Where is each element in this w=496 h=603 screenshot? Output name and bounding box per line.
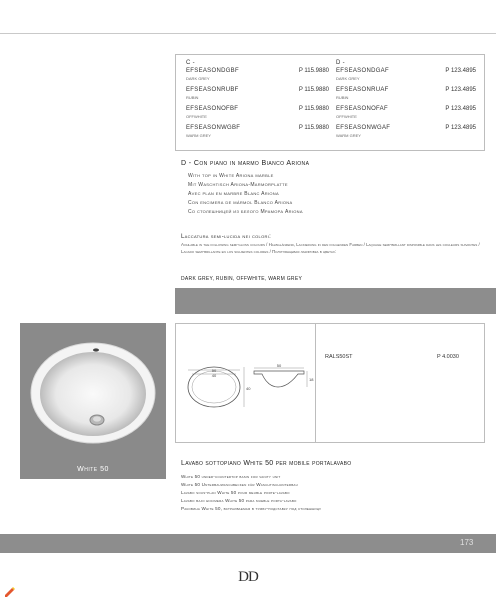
option-d-line: Mit Waschtisch Ariona-Marmorplatte [188,182,288,188]
product-code: EFSEASONDGAF [336,68,389,74]
column-heading: C - [186,60,195,66]
product-code: EFSEASONOFAF [336,106,388,112]
table-row [336,66,476,85]
lavabo-title: Lavabo sottopiano White 50 per mobile portalavabo [181,460,352,467]
product-price: P 115.9880 [298,125,329,131]
code-column-d [336,60,476,142]
dim-depth: 40 [246,386,251,391]
color-list: DARK GREY, RUBIN, OFFWHITE, WARM GREY [181,276,303,282]
product-color: OFFWHITE [186,114,207,119]
dim-side-width: 50 [276,363,282,368]
lavabo-line: Lavabo bajo encimera White 50 para mueble porta-lavabo [181,498,297,503]
article-price: P 4.0030 [437,354,459,360]
page-number: 173 [460,538,474,547]
product-code: EFSEASONOFBF [186,106,239,112]
product-code: EFSEASONRUBF [186,87,239,93]
product-price: P 115.9880 [298,68,329,74]
price-box [316,323,485,443]
dim-width-inner: 40 [211,373,217,378]
lavabo-line: White 50 under-countertop basin for vanity unit [181,474,281,479]
product-color: WARM GREY [336,133,361,138]
table-row [336,104,476,123]
dim-width-outer: 50 [211,368,217,373]
option-d-line: Avec plan en marbre Blanc Ariona [188,191,279,197]
product-code-table [175,54,485,151]
product-code: EFSEASONRUAF [336,87,389,93]
footer-band [0,534,496,553]
product-price: P 123.4895 [445,87,476,93]
top-rule [0,33,496,34]
photo-caption: White 50 [77,466,109,473]
basin-technical-drawing [176,324,315,442]
table-row [336,123,476,142]
lacquer-text: Available in the following semi-gloss colours / Halbglänzend, Lackierung in den folgenden Farben / Laquage semi-brillant disponible dans les couleurs suivantes / Lacado semi-brillante en los siguientes colores / Полуглянцевая лакировка в цветах: [181,242,480,254]
column-heading: D - [336,60,345,66]
product-color: DARK GREY [186,76,210,81]
table-row [186,66,331,85]
pencil-icon[interactable] [4,585,16,597]
product-color: WARM GREY [186,133,211,138]
option-d-line: Со столешницей из белого Мрамора Ariona [188,209,303,215]
table-row [186,104,331,123]
product-code: EFSEASONDGBF [186,68,239,74]
article-code: RALS50ST [325,354,353,360]
product-color: RUBIN [186,95,199,100]
divider-band [175,288,496,314]
lavabo-line: Раковина White 50, встраиваемая в тумбу-подставку под столешницу [181,506,322,511]
product-color: RUBIN [336,95,349,100]
product-price: P 115.9880 [298,87,329,93]
technical-drawing-box [175,323,316,443]
option-d-title: D - Con piano in marmo Bianco Ariona [181,160,310,167]
lavabo-line: White 50 Unterbauwaschbecken für Waschtischunterbau [181,482,298,487]
product-code: EFSEASONWGAF [336,125,391,131]
dim-height: 18 [309,377,314,382]
product-price: P 115.9880 [298,106,329,112]
product-code: EFSEASONWGBF [186,125,241,131]
brand-logo-mark [230,565,266,587]
option-d-line: Con encimera de mármol Blanco Ariona [188,200,293,206]
brand-logo-text: DD [238,569,258,585]
lacquer-title: Laccatura semi-lucida nei colori: [181,234,272,240]
product-price: P 123.4895 [445,125,476,131]
product-photo [20,323,166,479]
product-color: DARK GREY [336,76,360,81]
product-price: P 123.4895 [445,106,476,112]
basin-image [20,323,166,479]
product-color: OFFWHITE [336,114,357,119]
product-price: P 123.4895 [445,68,476,74]
brand-logo [230,565,266,587]
option-d-line: With top in White Ariona marble [188,173,274,179]
lavabo-line: Lavabo sous-plan White 50 pour meuble porte-lavabo [181,490,290,495]
code-column-c [186,60,331,142]
table-row [186,123,331,142]
table-row [336,85,476,104]
table-row [186,85,331,104]
